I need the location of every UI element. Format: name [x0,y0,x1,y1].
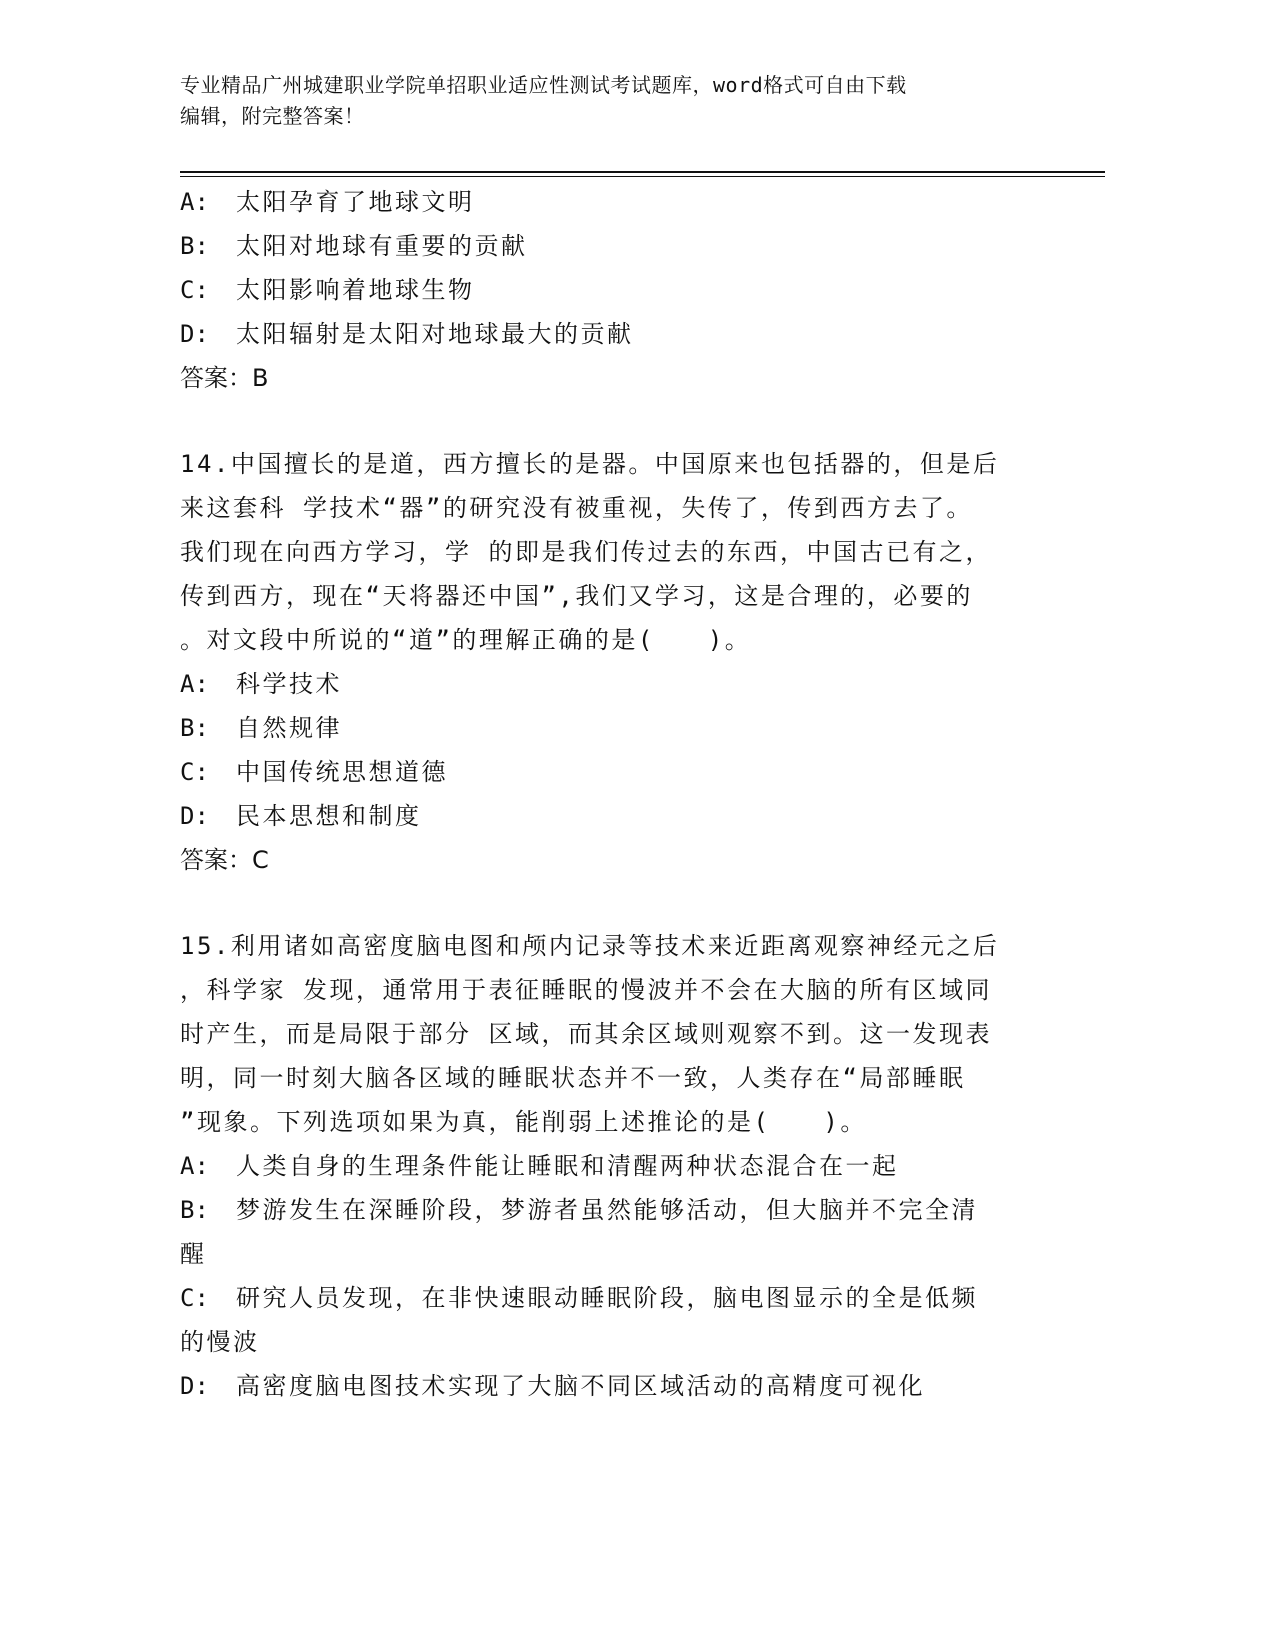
question-stem-line: 时产生，而是局限于部分 区域，而其余区域则观察不到。这一发现表 [180,1020,992,1048]
option-letter: A: [180,670,209,698]
q13-option-a [180,180,1060,224]
option-letter: D: [180,802,209,830]
header-line-2: 编辑，附完整答案！ [180,104,365,128]
option-letter: B: [180,232,209,260]
page-header [180,70,1040,132]
option-text: 太阳影响着地球生物 [236,276,475,304]
question-stem-line: 我们现在向西方学习，学 的即是我们传过去的东西，中国古已有之， [180,538,992,566]
option-letter: A: [180,1152,209,1180]
q14-option-b [180,706,1060,750]
option-text: 太阳对地球有重要的贡献 [236,232,528,260]
option-text: 自然规律 [236,714,342,742]
question-15 [180,924,1060,1408]
question-stem-line: 传到西方，现在“天将器还中国”,我们又学习，这是合理的，必要的 [180,582,973,610]
option-letter: D: [180,320,209,348]
question-stem-line: 14.中国擅长的是道，西方擅长的是器。中国原来也包括器的，但是后 [180,450,1000,478]
option-letter: B: [180,714,209,742]
q13-option-d [180,312,1060,356]
question-stem-line: 来这套科 学技术“器”的研究没有被重视，失传了，传到西方去了。 [180,494,973,522]
q15-option-c-continuation: 的慢波 [180,1328,260,1356]
q14-option-d [180,794,1060,838]
option-letter: B: [180,1196,209,1224]
q13-option-c [180,268,1060,312]
option-letter: C: [180,758,209,786]
header-rule-thin [180,176,1105,177]
header-rule-thick [180,171,1105,173]
question-14 [180,442,1060,882]
question-stem-line: ，科学家 发现，通常用于表征睡眠的慢波并不会在大脑的所有区域同 [180,976,992,1004]
q14-answer: 答案：C [180,846,269,874]
question-stem-line: ”现象。下列选项如果为真，能削弱上述推论的是( )。 [180,1108,867,1136]
header-line-1: 专业精品广州城建职业学院单招职业适应性测试考试题库，word格式可自由下载 [180,73,907,97]
option-text: 梦游发生在深睡阶段，梦游者虽然能够活动，但大脑并不完全清 [236,1196,978,1224]
q15-option-a [180,1144,1060,1188]
option-text: 人类自身的生理条件能让睡眠和清醒两种状态混合在一起 [236,1152,899,1180]
option-text: 高密度脑电图技术实现了大脑不同区域活动的高精度可视化 [236,1372,925,1400]
q15-option-b [180,1188,1060,1232]
q14-option-c [180,750,1060,794]
option-text: 研究人员发现，在非快速眼动睡眠阶段，脑电图显示的全是低频 [236,1284,978,1312]
option-letter: A: [180,188,209,216]
question-13 [180,180,1060,400]
question-stem-line: 15.利用诸如高密度脑电图和颅内记录等技术来近距离观察神经元之后 [180,932,1000,960]
q15-option-b-continuation: 醒 [180,1240,207,1268]
q13-answer: 答案：B [180,364,269,392]
q15-option-c [180,1276,1060,1320]
q15-option-d [180,1364,1060,1408]
question-stem-line: 。对文段中所说的“道”的理解正确的是( )。 [180,626,752,654]
question-stem-line: 明，同一时刻大脑各区域的睡眠状态并不一致，人类存在“局部睡眠 [180,1064,966,1092]
document-body [180,180,1060,1408]
option-text: 民本思想和制度 [236,802,422,830]
option-letter: D: [180,1372,209,1400]
option-letter: C: [180,276,209,304]
option-text: 中国传统思想道德 [236,758,448,786]
option-text: 太阳孕育了地球文明 [236,188,475,216]
option-text: 太阳辐射是太阳对地球最大的贡献 [236,320,634,348]
option-text: 科学技术 [236,670,342,698]
q14-option-a [180,662,1060,706]
q13-option-b [180,224,1060,268]
option-letter: C: [180,1284,209,1312]
